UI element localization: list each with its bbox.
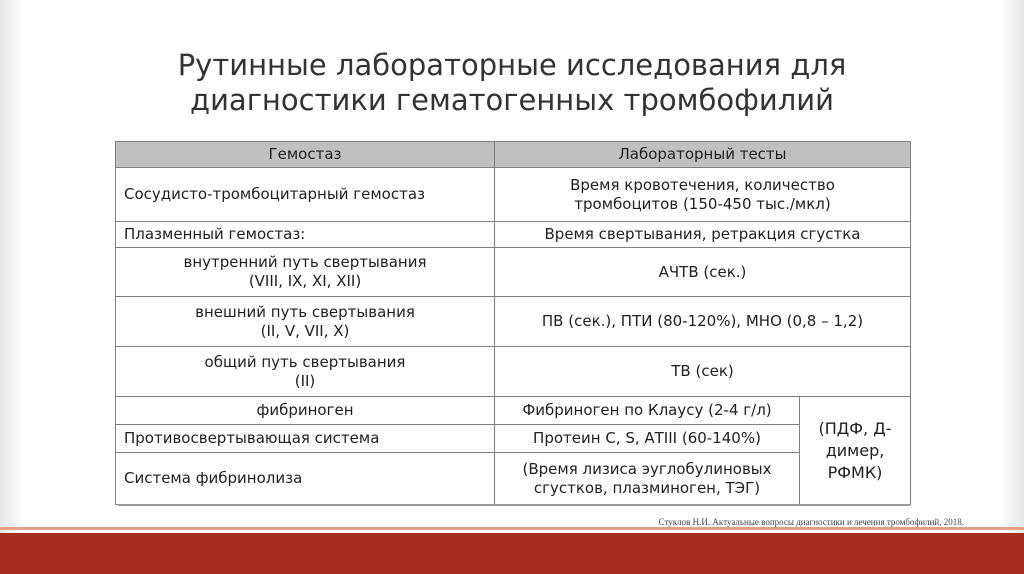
header-hemostasis: Гемостаз bbox=[116, 142, 495, 168]
tests-line: тромбоцитов (150-450 тыс./мкл) bbox=[574, 194, 831, 213]
tests-line: (Время лизиса эуглобулиновых bbox=[522, 459, 772, 478]
hemostasis-line: (II, V, VII, X) bbox=[260, 321, 350, 340]
table-row bbox=[116, 397, 911, 425]
lab-tests-table bbox=[115, 141, 911, 505]
tests-cell: ТВ (сек) bbox=[495, 347, 911, 397]
merged-line: (ПДФ, Д- bbox=[818, 418, 892, 438]
tests-cell: Фибриноген по Клаусу (2-4 г/л) bbox=[495, 397, 800, 425]
right-edge-shadow bbox=[1000, 0, 1024, 574]
merged-markers-cell bbox=[800, 397, 911, 505]
table-bottom-rule bbox=[118, 504, 910, 506]
merged-line: димер, bbox=[825, 440, 885, 460]
tests-cell bbox=[495, 453, 800, 505]
merged-line: РФМК) bbox=[827, 462, 883, 482]
header-lab-tests: Лабораторный тесты bbox=[495, 142, 911, 168]
table-row bbox=[116, 222, 911, 248]
table-row bbox=[116, 425, 911, 453]
table-row bbox=[116, 297, 911, 347]
tests-cell: Время свертывания, ретракция сгустка bbox=[495, 222, 911, 248]
hemostasis-cell: Система фибринолиза bbox=[116, 453, 495, 505]
hemostasis-cell: фибриноген bbox=[116, 397, 495, 425]
hemostasis-line: общий путь свертывания bbox=[204, 352, 406, 371]
citation: Стуклов Н.И. Актуальные вопросы диагностики и лечения тромбофилий, 2018. bbox=[658, 517, 964, 527]
hemostasis-cell bbox=[116, 297, 495, 347]
left-edge-shadow bbox=[0, 0, 24, 574]
table-row bbox=[116, 453, 911, 505]
hemostasis-cell: Сосудисто-тромбоцитарный гемостаз bbox=[116, 168, 495, 222]
hemostasis-line: (II) bbox=[294, 371, 316, 390]
footer-bar bbox=[0, 533, 1024, 574]
hemostasis-line: внутренний путь свертывания bbox=[183, 253, 427, 271]
tests-cell bbox=[495, 168, 911, 222]
table-header-row bbox=[116, 142, 911, 168]
title-line-2: диагностики гематогенных тромбофилий bbox=[190, 83, 834, 117]
tests-cell: АЧТВ (сек.) bbox=[495, 248, 911, 297]
table-row bbox=[116, 168, 911, 222]
slide-title bbox=[150, 48, 874, 118]
tests-line: Время кровотечения, количество bbox=[570, 175, 835, 194]
table-row bbox=[116, 248, 911, 297]
tests-cell: Протеин С, S, АТIII (60-140%) bbox=[495, 425, 800, 453]
hemostasis-cell: Противосвертывающая система bbox=[116, 425, 495, 453]
tests-cell: ПВ (сек.), ПТИ (80-120%), МНО (0,8 – 1,2) bbox=[495, 297, 911, 347]
table-row bbox=[116, 347, 911, 397]
title-line-1: Рутинные лабораторные исследования для bbox=[177, 48, 847, 82]
tests-line: сгустков, плазминоген, ТЭГ) bbox=[533, 478, 761, 497]
hemostasis-line: (VIII, IX, XI, XII) bbox=[248, 272, 362, 290]
hemostasis-cell bbox=[116, 248, 495, 297]
footer-accent-line bbox=[0, 527, 1024, 530]
hemostasis-cell bbox=[116, 347, 495, 397]
hemostasis-line: внешний путь свертывания bbox=[195, 302, 415, 321]
hemostasis-cell: Плазменный гемостаз: bbox=[116, 222, 495, 248]
